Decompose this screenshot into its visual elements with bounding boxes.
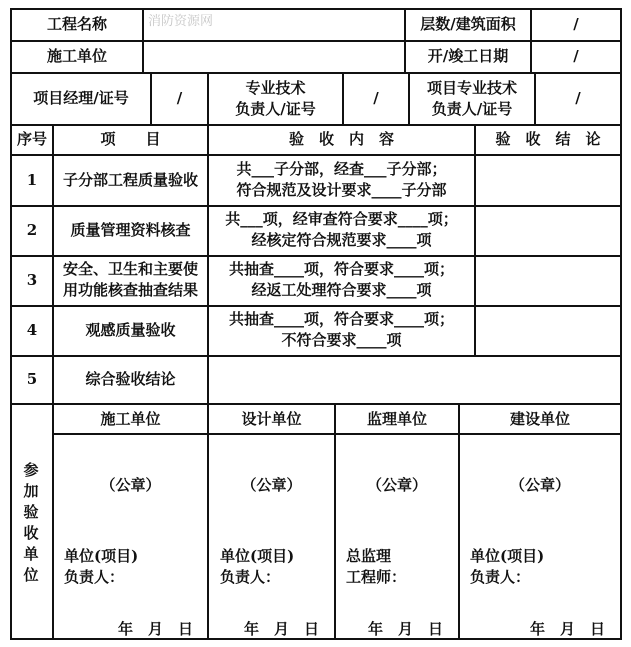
- row-3-item-2: 用功能核查抽查结果: [62, 281, 198, 299]
- date-construction: 年 月 日: [118, 620, 194, 638]
- col-header-content: 验 收 内 容: [288, 130, 394, 148]
- row-3-content-1: 共抽查____项，符合要求____项；: [228, 260, 454, 278]
- row-1-item: 子分部工程质量验收: [62, 171, 198, 189]
- side-label-char: 收: [23, 524, 39, 542]
- floors-area-value: /: [573, 15, 579, 33]
- row-4-content-1: 共抽查____项，符合要求____项；: [228, 310, 454, 328]
- proj-tech-lead-label-2: 负责人/证号: [431, 100, 513, 118]
- row-4-no: 4: [26, 321, 38, 339]
- vline: [458, 403, 460, 640]
- unit-name-owner: 建设单位: [509, 410, 570, 428]
- dates-label: 开/竣工日期: [427, 47, 509, 65]
- seal-design: （公章）: [241, 476, 302, 494]
- row-4-item: 观感质量验收: [85, 321, 176, 339]
- project-name-label: 工程名称: [46, 15, 107, 33]
- side-label-char: 参: [23, 461, 39, 479]
- hline: [10, 205, 622, 207]
- date-supervision: 年 月 日: [368, 620, 444, 638]
- signer-design-2: 负责人：: [220, 568, 281, 586]
- row-4-content-2: 不符合要求____项: [281, 331, 402, 349]
- unit-name-design: 设计单位: [241, 410, 302, 428]
- row-1-content-1: 共___子分部，经查___子分部；: [236, 160, 447, 178]
- hline: [10, 305, 622, 307]
- hline: [10, 355, 622, 357]
- floors-area-label: 层数/建筑面积: [420, 15, 516, 33]
- seal-owner: （公章）: [509, 476, 570, 494]
- col-header-no: 序号: [16, 130, 47, 148]
- pm-label: 项目经理/证号: [33, 89, 129, 107]
- hline: [10, 124, 622, 126]
- vline: [474, 124, 476, 357]
- hline: [10, 403, 622, 405]
- seal-supervision: （公章）: [366, 476, 427, 494]
- hline: [10, 255, 622, 257]
- row-3-item-1: 安全、卫生和主要使: [62, 260, 198, 278]
- signer-owner-1: 单位(项目): [470, 547, 545, 565]
- row-3-no: 3: [26, 271, 38, 289]
- signer-supervision-1: 总监理: [346, 547, 392, 565]
- row-1-content-2: 符合规范及设计要求____子分部: [236, 181, 447, 199]
- row-2-content-2: 经核定符合规范要求____项: [251, 231, 432, 249]
- pm-value: /: [176, 89, 183, 107]
- tech-lead-label-1: 专业技术: [245, 79, 306, 97]
- side-label-char: 验: [23, 503, 39, 521]
- row-2-no: 2: [26, 221, 38, 239]
- row-5-item: 综合验收结论: [85, 370, 176, 388]
- row-5-no: 5: [26, 370, 38, 388]
- unit-name-construction: 施工单位: [100, 410, 161, 428]
- side-label-char: 加: [23, 482, 39, 500]
- signer-owner-2: 负责人：: [470, 568, 531, 586]
- hline: [10, 154, 622, 156]
- border-right: [620, 8, 622, 640]
- row-1-no: 1: [26, 171, 38, 189]
- side-label-char: 单: [23, 545, 39, 563]
- row-3-content-2: 经返工处理符合要求____项: [251, 281, 432, 299]
- vline: [334, 403, 336, 640]
- side-label-char: 位: [23, 566, 39, 584]
- proj-tech-lead-label-1: 项目专业技术: [426, 79, 517, 97]
- vline: [142, 8, 144, 74]
- proj-tech-lead-value: /: [575, 89, 581, 107]
- vline: [207, 124, 209, 640]
- unit-name-supervision: 监理单位: [366, 410, 427, 428]
- watermark: 消防资源网: [148, 14, 214, 29]
- signer-supervision-2: 工程师：: [346, 568, 407, 586]
- row-2-item: 质量管理资料核查: [70, 221, 191, 239]
- col-header-item: 项 目: [100, 130, 161, 148]
- contractor-label: 施工单位: [46, 47, 107, 65]
- tech-lead-value: /: [373, 89, 379, 107]
- date-owner: 年 月 日: [530, 620, 606, 638]
- tech-lead-label-2: 负责人/证号: [235, 100, 316, 118]
- dates-value: /: [573, 47, 579, 65]
- row-2-content-1: 共___项，经审查符合要求____项；: [225, 210, 458, 228]
- hline: [52, 433, 622, 435]
- col-header-conclusion: 验 收 结 论: [495, 130, 601, 148]
- signer-construction-2: 负责人：: [64, 568, 125, 586]
- seal-construction: （公章）: [100, 476, 161, 494]
- signer-construction-1: 单位(项目): [64, 547, 139, 565]
- signer-design-1: 单位(项目): [220, 547, 295, 565]
- date-design: 年 月 日: [244, 620, 320, 638]
